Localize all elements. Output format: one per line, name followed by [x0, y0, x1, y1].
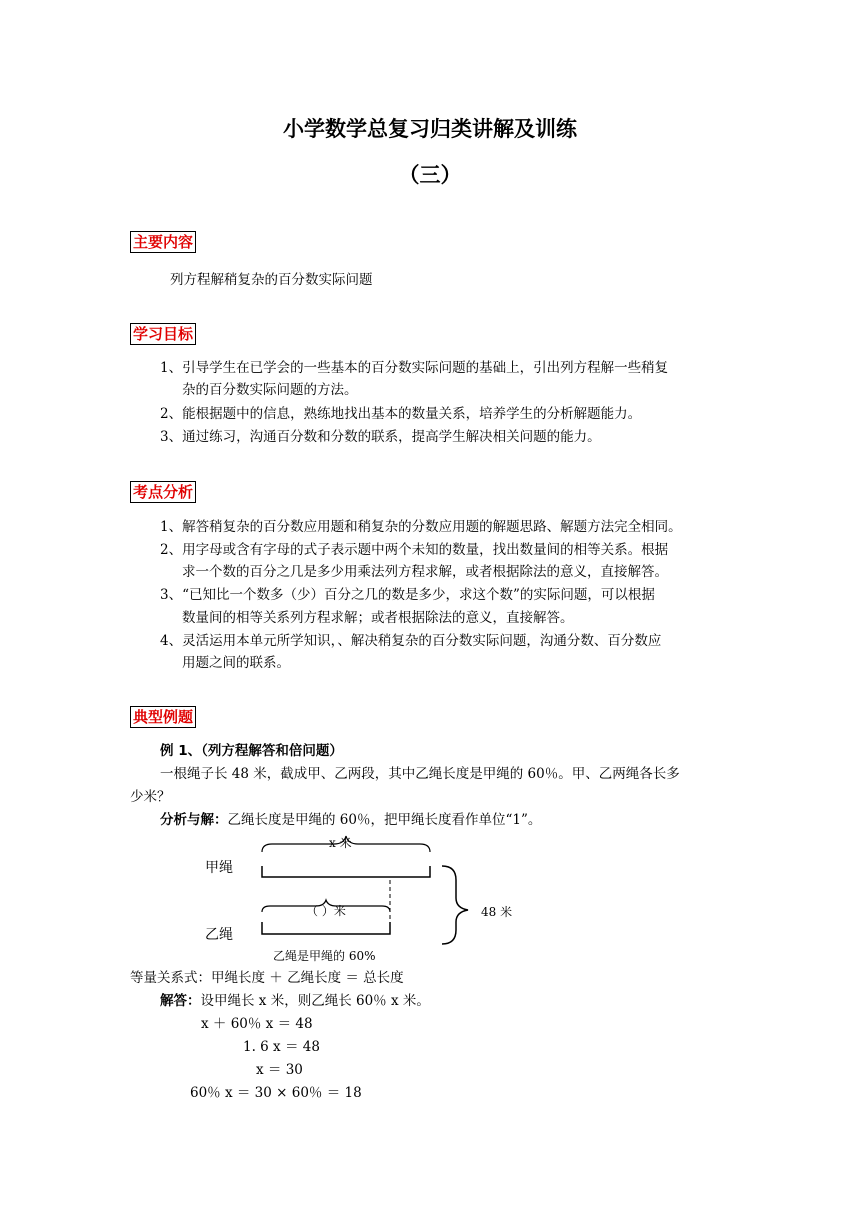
analysis-text: 乙绳长度是甲绳的 60％，把甲绳长度看作单位“1”。 [227, 812, 542, 828]
diagram-caption: 乙绳是甲绳的 60% [273, 949, 376, 963]
goal-item-1-cont: 杂的百分数实际问题的方法。 [182, 382, 358, 398]
label-total-meters: 48 米 [481, 905, 513, 919]
rope-jia [262, 866, 430, 877]
analysis-item-2: 2、用字母或含有字母的式子表示题中两个未知的数量，找出数量间的相等关系。根据 [160, 542, 669, 558]
label-yi: 乙绳 [205, 927, 233, 943]
equation-1: x ＋ 60％ x ＝ 48 [201, 1016, 313, 1032]
page-subtitle: （三） [398, 163, 462, 187]
answer-label: 解答： [160, 993, 201, 1009]
goal-item-3: 3、通过练习，沟通百分数和分数的联系，提高学生解决相关问题的能力。 [160, 429, 601, 445]
analysis-item-3: 3、“已知比一个数多（少）百分之几的数是多少，求这个数”的实际问题，可以根据 [160, 587, 655, 603]
equation-4: 60％ x ＝ 30 × 60％ ＝ 18 [190, 1085, 362, 1101]
example1-problem-line1: 一根绳子长 48 米，截成甲、乙两段，其中乙绳长度是甲绳的 60％。甲、乙两绳各长多 [160, 766, 680, 782]
analysis-label: 分析与解： [160, 812, 228, 828]
label-jia: 甲绳 [205, 860, 233, 876]
section-heading-examples: 典型例题 [130, 706, 196, 728]
analysis-item-3-cont: 数量间的相等关系列方程求解；或者根据除法的意义，直接解答。 [182, 610, 574, 626]
answer-text: 设甲绳长 x 米，则乙绳长 60％ x 米。 [200, 993, 430, 1009]
answer-line [160, 991, 430, 1011]
analysis-item-4: 4、灵活运用本单元所学知识，、解决稍复杂的百分数实际问题，沟通分数、百分数应 [160, 633, 662, 649]
section-heading-goals: 学习目标 [130, 323, 196, 345]
analysis-item-4-cont: 用题之间的联系。 [182, 655, 290, 671]
equal-relation: 等量关系式：甲绳长度 ＋ 乙绳长度 ＝ 总长度 [130, 970, 404, 986]
rope-yi [262, 922, 390, 934]
analysis-item-1: 1、解答稍复杂的百分数应用题和稍复杂的分数应用题的解题思路、解题方法完全相同。 [160, 519, 682, 535]
section-heading-analysis: 考点分析 [130, 481, 196, 503]
example1-title: 例 1、（列方程解答和倍问题） [160, 743, 343, 759]
equation-2: 1. 6 x ＝ 48 [243, 1039, 320, 1055]
goal-item-2: 2、能根据题中的信息，熟练地找出基本的数量关系，培养学生的分析解题能力。 [160, 406, 642, 422]
label-x-meters: x 米 [329, 836, 352, 850]
main-content-text: 列方程解稍复杂的百分数实际问题 [170, 272, 373, 288]
equation-3: x ＝ 30 [256, 1062, 303, 1078]
analysis-item-2-cont: 求一个数的百分之几是多少用乘法列方程求解，或者根据除法的意义，直接解答。 [182, 564, 668, 580]
right-brace [442, 866, 468, 944]
page-title: 小学数学总复习归类讲解及训练 [283, 117, 577, 141]
label-unknown-meters: （ ）米 [306, 904, 346, 918]
section-heading-main-content: 主要内容 [130, 231, 196, 253]
example1-problem-line2: 少米？ [130, 789, 171, 805]
goal-item-1: 1、引导学生在已学会的一些基本的百分数实际问题的基础上，引出列方程解一些稍复 [160, 360, 669, 376]
